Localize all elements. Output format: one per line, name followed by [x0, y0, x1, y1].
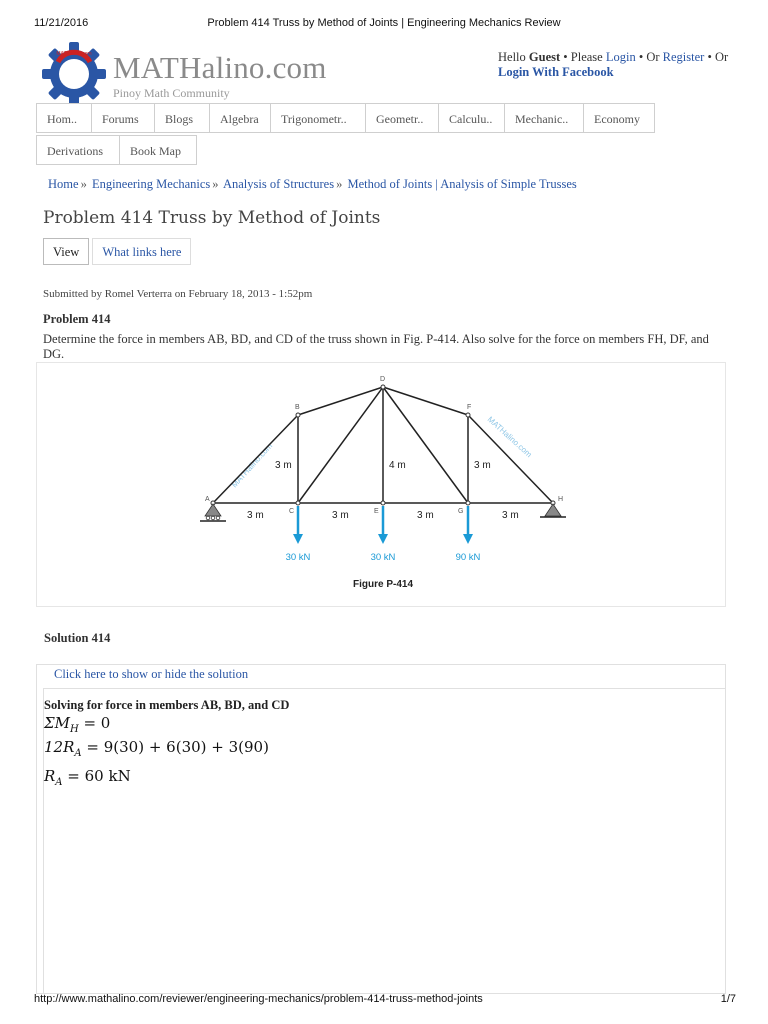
breadcrumb-analysis-of-structures[interactable]: Analysis of Structures — [222, 177, 335, 191]
joint-label-c: C — [289, 508, 295, 515]
truss-figure — [195, 370, 575, 600]
eq2-main: 12R — [44, 738, 75, 756]
breadcrumb-method-of-joints[interactable]: Method of Joints | Analysis of Simple Trusses — [347, 177, 577, 191]
span-label-2: 3 m — [332, 510, 349, 521]
joint-label-d: D — [380, 376, 386, 383]
load-label-e: 30 kN — [370, 552, 396, 563]
equation-moment-values — [44, 738, 269, 759]
site-logo-icon[interactable] — [40, 40, 108, 108]
nav-row-1 — [36, 103, 654, 133]
joint-label-b: B — [295, 404, 300, 411]
eq1-main: ΣM — [44, 714, 70, 732]
nav-mechanics[interactable]: Mechanic.. — [504, 103, 584, 133]
problem-label: Problem 414 — [43, 312, 111, 326]
figure-watermark-left: MATHalino.com — [229, 441, 275, 490]
joint-label-e: E — [374, 508, 379, 515]
site-slogan: Pinoy Math Community — [113, 86, 230, 100]
eq1-rest: = 0 — [78, 714, 111, 732]
or-text-2: • Or — [707, 50, 729, 64]
please-text: • Please — [563, 50, 603, 64]
figure-watermark-right: MATHalino.com — [485, 414, 534, 460]
print-date: 11/21/2016 — [34, 17, 89, 29]
figure-caption: Figure P-414 — [352, 579, 414, 590]
height-label-de: 4 m — [389, 460, 406, 471]
breadcrumb: Home » Engineering Mechanics » Analysis of Structures » Method of Joints | Analysis of Simple Trusses — [48, 177, 577, 191]
breadcrumb-home[interactable]: Home — [48, 177, 79, 191]
joint-label-g: G — [458, 508, 464, 515]
load-label-c: 30 kN — [285, 552, 311, 563]
print-url: http://www.mathalino.com/reviewer/engineering-mechanics/problem-414-truss-method-joints — [34, 993, 483, 1005]
load-arrows — [293, 506, 473, 544]
logo-text: MATHalino.com — [56, 51, 92, 57]
span-label-3: 3 m — [417, 510, 434, 521]
support-left — [200, 504, 226, 521]
nav-forums[interactable]: Forums — [91, 103, 155, 133]
joint-label-f: F — [467, 404, 472, 411]
solution-subheading: Solving for force in members AB, BD, and CD — [44, 698, 290, 712]
nav-economy[interactable]: Economy — [583, 103, 655, 133]
nav-calculus[interactable]: Calculu.. — [438, 103, 505, 133]
nav-derivations[interactable]: Derivations — [36, 135, 120, 165]
eq2-sub: A — [74, 748, 82, 759]
load-label-g: 90 kN — [455, 552, 481, 563]
nav-algebra[interactable]: Algebra — [209, 103, 271, 133]
eq3-main: R — [44, 767, 56, 785]
hello-text: Hello — [498, 50, 526, 64]
problem-text: Determine the force in members AB, BD, and CD of the truss shown in Fig. P-414. Also solve for the force on members FH, DF, and DG. — [43, 332, 709, 361]
print-title: Problem 414 Truss by Method of Joints | Engineering Mechanics Review — [207, 17, 561, 29]
solution-toggle-link[interactable]: Click here to show or hide the solution — [54, 667, 249, 681]
page-title: Problem 414 Truss by Method of Joints — [43, 208, 381, 228]
joint-label-h: H — [558, 496, 564, 503]
login-link[interactable]: Login — [605, 50, 636, 64]
tab-what-links-here[interactable]: What links here — [92, 238, 191, 265]
span-label-4: 3 m — [502, 510, 519, 521]
eq3-rest: = 60 kN — [62, 767, 131, 785]
submitted-info: Submitted by Romel Verterra on February 18, 2013 - 1:52pm — [43, 288, 313, 300]
print-page-number: 1/7 — [720, 993, 736, 1005]
span-label-1: 3 m — [247, 510, 264, 521]
tab-view[interactable]: View — [43, 238, 89, 265]
support-right — [540, 504, 566, 517]
solution-content — [43, 688, 725, 994]
site-name[interactable]: MATHalino.com — [113, 50, 327, 85]
height-label-bc: 3 m — [275, 460, 292, 471]
equation-reaction-a — [44, 767, 131, 788]
solution-label: Solution 414 — [44, 631, 111, 645]
user-login-box — [498, 50, 738, 80]
eq2-rest: = 9(30) + 6(30) + 3(90) — [81, 738, 269, 756]
nav-home[interactable]: Hom.. — [36, 103, 92, 133]
nav-book-map[interactable]: Book Map — [119, 135, 197, 165]
nav-trigonometry[interactable]: Trigonometr.. — [270, 103, 366, 133]
nav-blogs[interactable]: Blogs — [154, 103, 210, 133]
guest-name: Guest — [528, 50, 561, 64]
or-text-1: • Or — [638, 50, 660, 64]
joint-label-a: A — [205, 496, 210, 503]
facebook-login-link[interactable]: Login With Facebook — [498, 65, 614, 79]
eq1-sub: H — [69, 724, 79, 735]
nav-row-2 — [36, 135, 196, 165]
register-link[interactable]: Register — [662, 50, 705, 64]
breadcrumb-engineering-mechanics[interactable]: Engineering Mechanics — [91, 177, 211, 191]
page-tabs — [43, 238, 194, 265]
height-label-fg: 3 m — [474, 460, 491, 471]
nav-geometry[interactable]: Geometr.. — [365, 103, 439, 133]
eq3-sub: A — [55, 777, 63, 788]
equation-moment-sum — [44, 714, 110, 735]
print-header — [0, 17, 768, 33]
